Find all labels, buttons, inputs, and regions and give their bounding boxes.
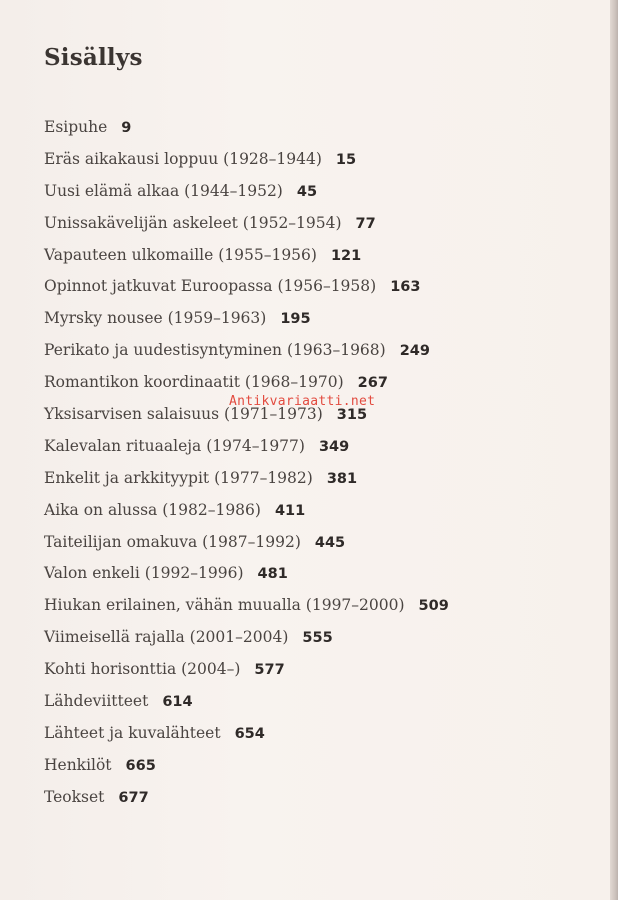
toc-entry-title: Hiukan erilainen, vähän muualla (1997–2000) [44,596,405,615]
page-title: Sisällys [44,44,143,71]
toc-entry [44,722,604,754]
toc-entry-page-number: 45 [296,183,318,200]
toc-entry-page-number: 249 [399,343,430,360]
toc-entry-page-number: 349 [318,438,350,455]
toc-entry-page-number: 509 [418,598,449,615]
toc-entry [44,244,604,276]
toc-entry-title: Teokset [44,787,105,806]
toc-entry-title: Perikato ja uudestisyntyminen (1963–1968) [44,341,386,360]
toc-entry [44,562,604,594]
toc-entry-page-number: 481 [257,566,288,583]
toc-entry-page-number: 555 [302,630,333,647]
toc-entry-title: Myrsky nousee (1959–1963) [44,309,267,328]
toc-entry-title: Opinnot jatkuvat Euroopassa (1956–1958) [44,277,377,296]
toc-entry-title: Valon enkeli (1992–1996) [44,564,244,583]
toc-entry-title: Unissakävelijän askeleet (1952–1954) [44,213,342,232]
toc-entry [44,499,604,531]
toc-entry-title: Eräs aikakausi loppuu (1928–1944) [44,149,322,168]
toc-entry [44,594,604,626]
toc-entry-page-number: 654 [234,725,265,742]
toc-entry [44,690,604,722]
toc-entry-title: Lähteet ja kuvalähteet [44,723,221,742]
watermark: Antikvariaatti.net [229,394,376,409]
toc-entry-title: Esipuhe [44,118,108,136]
toc-entry-title: Romantikon koordinaatit (1968–1970) [44,373,344,392]
toc-entry-page-number: 315 [336,407,368,424]
toc-entry-page-number: 614 [162,694,193,711]
toc-entry-page-number: 267 [357,375,388,392]
toc-entry-page-number: 381 [326,470,358,487]
toc-entry-title: Yksisarvisen salaisuus (1971–1973) [44,405,323,424]
page-edge [610,0,618,900]
toc-entry-page-number: 77 [355,215,376,232]
toc-entry-page-number: 411 [274,502,306,519]
toc-entry [44,435,604,467]
toc-entry [44,307,604,339]
toc-entry-title: Taiteilijan omakuva (1987–1992) [44,532,301,551]
toc-entry-title: Lähdeviitteet [44,692,149,711]
toc-entry [44,658,604,690]
toc-entry-title: Viimeisellä rajalla (2001–2004) [44,628,289,647]
toc-entry-page-number: 665 [125,757,156,774]
table-of-contents [44,116,604,818]
toc-entry [44,339,604,371]
toc-entry-title: Uusi elämä alkaa (1944–1952) [44,181,283,200]
toc-entry-page-number: 677 [118,789,149,806]
toc-entry [44,180,604,212]
toc-entry-page-number: 195 [280,311,311,328]
toc-entry-page-number: 577 [254,662,285,679]
toc-entry-page-number: 163 [390,279,421,296]
toc-entry-page-number: 15 [335,151,357,168]
toc-entry-page-number: 9 [121,120,132,136]
toc-entry [44,275,604,307]
toc-entry-title: Enkelit ja arkkityypit (1977–1982) [44,468,313,487]
toc-entry-title: Aika on alussa (1982–1986) [44,500,261,519]
toc-entry [44,116,604,148]
toc-entry [44,531,604,563]
toc-entry-title: Henkilöt [44,755,112,774]
toc-entry-page-number: 121 [330,247,362,264]
toc-entry-page-number: 445 [314,534,346,551]
toc-entry-title: Kohti horisonttia (2004–) [44,660,241,679]
toc-entry [44,786,604,818]
toc-entry [44,626,604,658]
toc-entry [44,148,604,180]
toc-entry [44,467,604,499]
toc-entry-title: Vapauteen ulkomaille (1955–1956) [44,245,317,264]
toc-entry-title: Kalevalan rituaaleja (1974–1977) [44,436,305,455]
toc-entry [44,754,604,786]
toc-entry [44,212,604,244]
